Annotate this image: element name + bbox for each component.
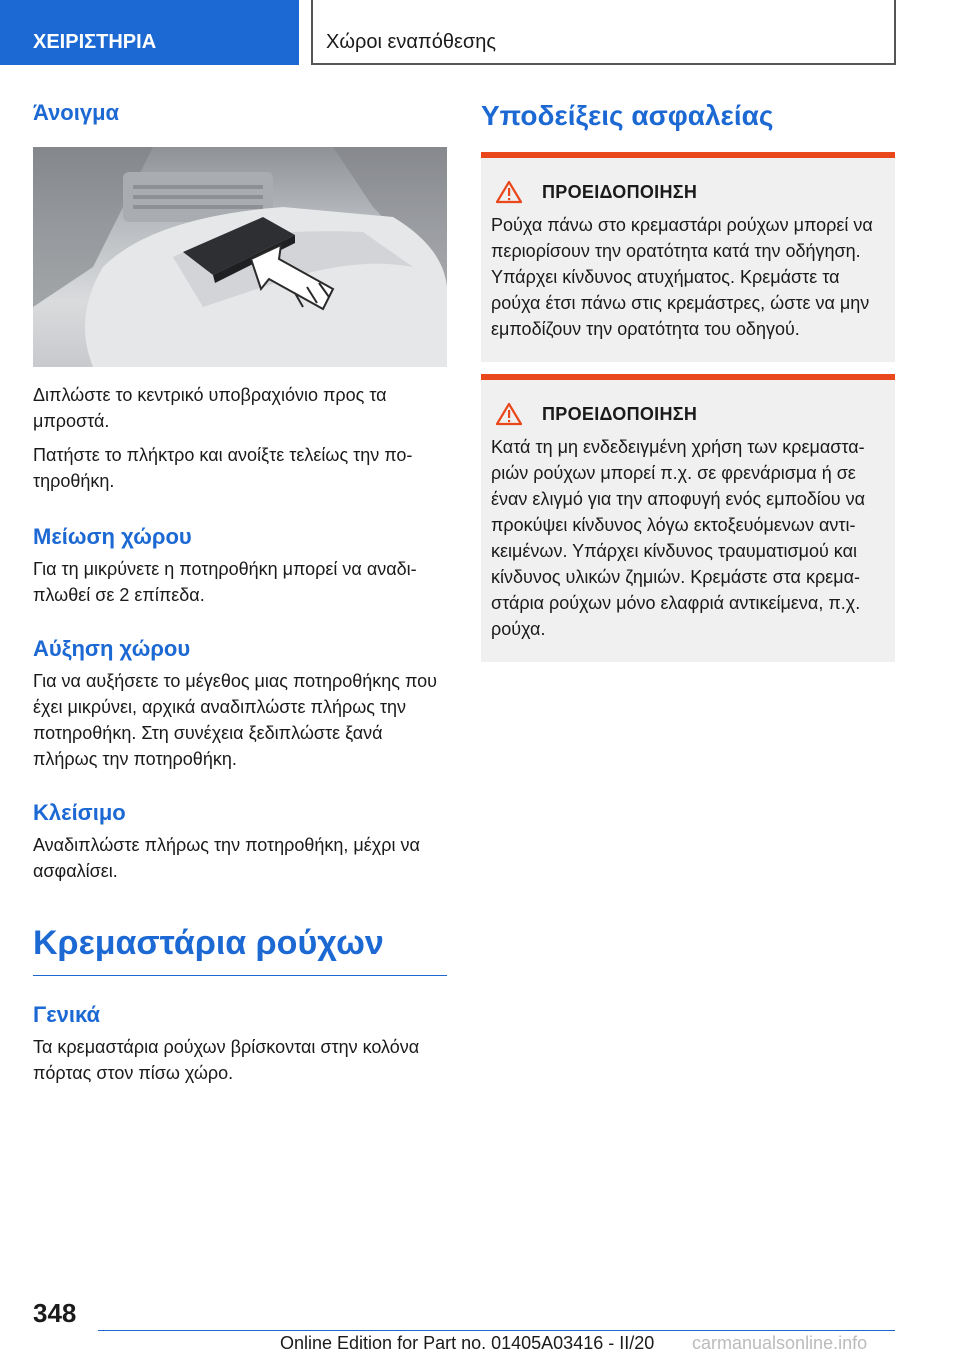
warning-triangle-icon — [496, 402, 522, 426]
footer-rule — [98, 1330, 895, 1331]
warning-text: Κατά τη μη ενδεδειγμένη χρήση των κρεμαστα‐ ριών ρούχων μπορεί π.χ. σε φρενάρισμα ή σε έναν ελιγμό για την αποφυγή ενός εμποδίου να προκύψει κίνδυνος λόγω εκτοξευόμενων αντι‐ κειμένων. Υπάρχει κίνδυνος τραυματισμού και κίνδυνος υλικών ζημιών. Κρεμάστε στα κρεμα‐ στάρια ρούχων μόνο ελαφριά αντικείμενα, π.χ. ρούχα. — [491, 437, 866, 639]
warning-title: ΠΡΟΕΙΔΟΠΟΙΗΣΗ — [542, 181, 698, 202]
watermark: carmanualsonline.info — [692, 1333, 868, 1353]
opening-paragraph-1: Διπλώστε το κεντρικό υποβραχιόνιο προς τα μπροστά. — [33, 385, 387, 431]
warning-title: ΠΡΟΕΙΔΟΠΟΙΗΣΗ — [542, 403, 698, 424]
warning-header — [496, 402, 885, 426]
warning-triangle-icon — [496, 180, 522, 204]
warning-text: Ρούχα πάνω στο κρεμαστάρι ρούχων μπορεί να περιορίσουν την ορατότητα κατά την οδήγηση. Υπάρχει κίνδυνος ατυχήματος. Κρεμάστε τα ρούχα έτσι πάνω στις κρεμάστρες, ώστε να μην εμποδίζουν την ορατότητα του οδηγού. — [491, 215, 873, 339]
close-text: Αναδιπλώστε πλήρως την ποτηροθήκη, μέχρι να ασφαλίσει. — [33, 835, 420, 881]
close-heading: Κλείσιμο — [33, 800, 126, 825]
warning-header — [496, 180, 885, 204]
general-text: Τα κρεμαστάρια ρούχων βρίσκονται στην κολόνα πόρτας στον πίσω χώρο. — [33, 1037, 420, 1083]
increase-heading: Αύξηση χώρου — [33, 636, 191, 661]
reduce-text: Για τη μικρύνετε η ποτηροθήκη μπορεί να αναδι‐ πλωθεί σε 2 επίπεδα. — [33, 559, 417, 605]
opening-heading: Άνοιγμα — [33, 100, 120, 125]
armrest-cupholder-photo — [33, 147, 447, 367]
warning-box-2 — [481, 374, 895, 662]
hangers-underline — [33, 975, 447, 976]
general-heading: Γενικά — [33, 1002, 101, 1027]
left-column — [33, 100, 447, 1083]
reduce-heading: Μείωση χώρου — [33, 524, 192, 549]
section-title: Χώροι εναπόθεσης — [312, 0, 896, 65]
right-column — [481, 100, 895, 662]
opening-paragraph-2: Πατήστε το πλήκτρο και ανοίξτε τελείως την πο‐ τηροθήκη. — [33, 445, 413, 491]
chapter-tab[interactable]: ΧΕΙΡΙΣΤΗΡΙΑ — [0, 0, 299, 65]
edition-text: Online Edition for Part no. 01405A03416 - II/20 — [280, 1333, 655, 1353]
increase-text: Για να αυξήσετε το μέγεθος μιας ποτηροθήκης που έχει μικρύνει, αρχικά αναδιπλώστε πλήρως την ποτηροθήκη. Στη συνέχεια ξεδιπλώστε ξανά πλήρως την ποτηροθήκη. — [33, 671, 437, 769]
warning-box-1 — [481, 152, 895, 362]
hangers-heading: Κρεμαστάρια ρούχων — [33, 924, 384, 962]
armrest-illustration — [33, 147, 447, 367]
page-number: 348 — [33, 1298, 77, 1328]
safety-heading: Υποδείξεις ασφαλείας — [481, 100, 774, 131]
